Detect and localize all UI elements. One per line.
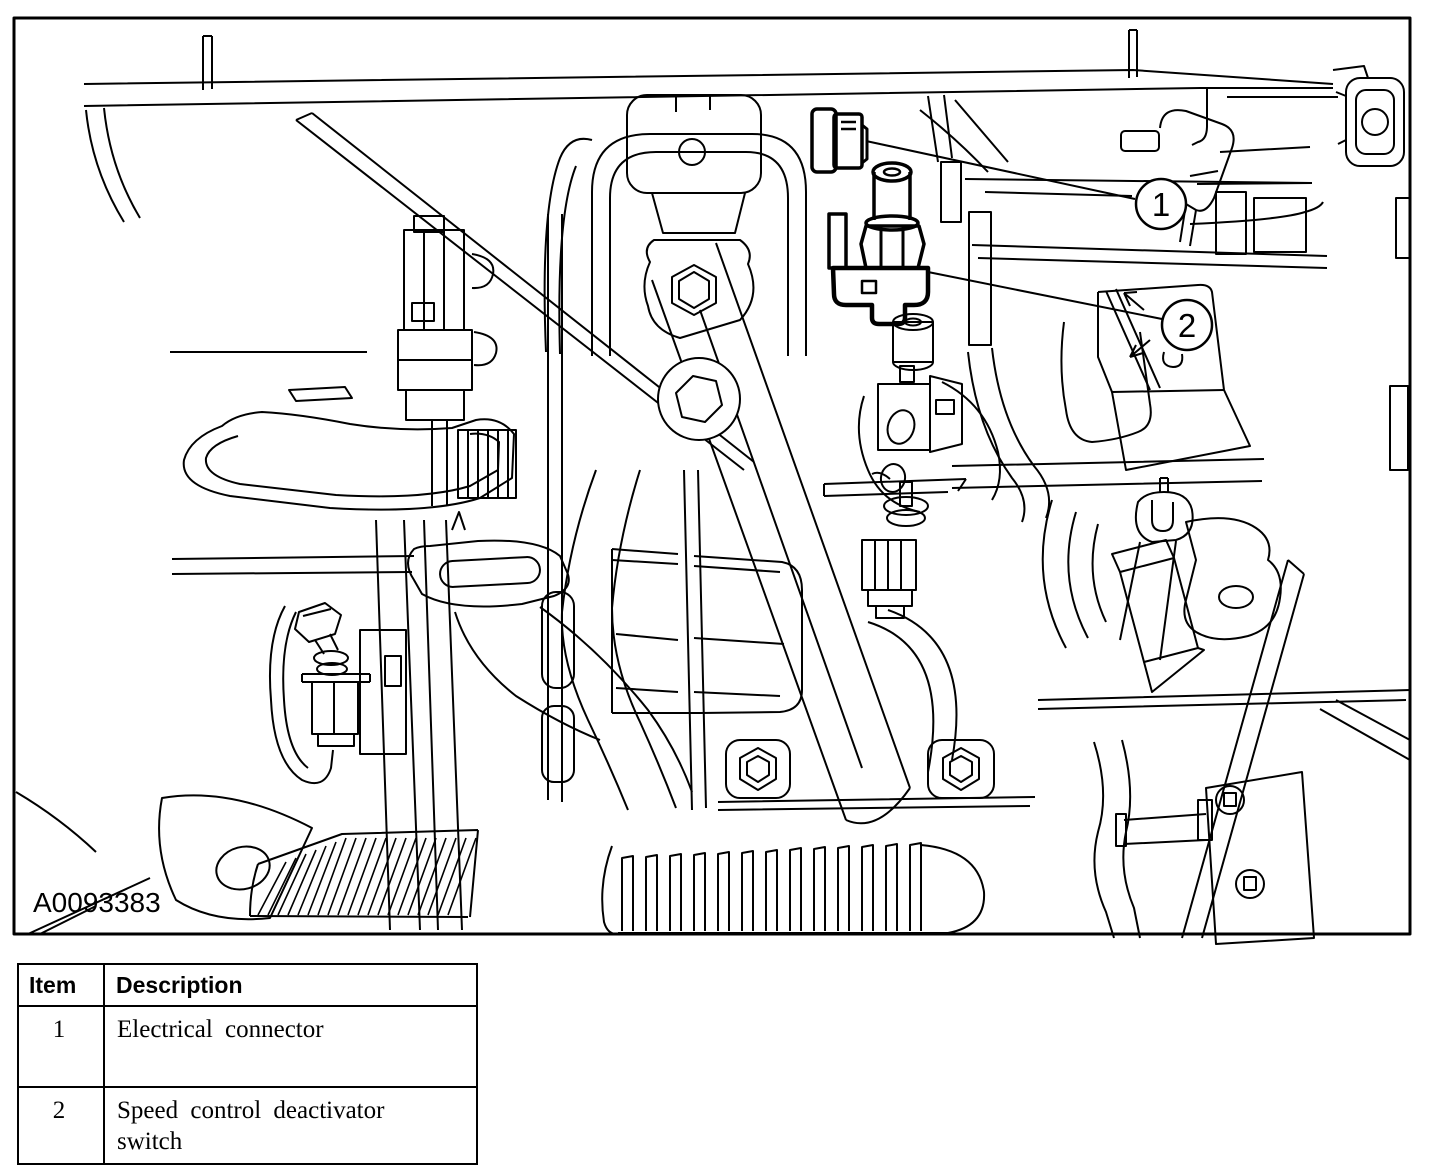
steering-ujoint-assembly: [545, 95, 910, 823]
table-row: [18, 1006, 477, 1087]
parts-table: [17, 963, 478, 1165]
cube-bracket: [1120, 558, 1198, 662]
arrow-up-left: [1124, 292, 1144, 310]
col-header-item: Item: [18, 964, 104, 1006]
deactivator-switch-part: [829, 163, 928, 324]
switch-lower-stack: [824, 95, 1008, 618]
item-cell: 1: [18, 1006, 104, 1087]
cowl-structure: [84, 30, 1410, 268]
item-cell: 2: [18, 1087, 104, 1164]
right-side-hardware: [1038, 386, 1410, 944]
callout-1-number: 1: [1151, 186, 1171, 223]
figure-id-label: A0093383: [33, 887, 161, 918]
callout-2: [928, 272, 1212, 350]
callout-1-leader: [866, 141, 1135, 199]
electrical-connector-part: [812, 109, 867, 172]
callout-1: [866, 141, 1186, 229]
table-row: [18, 1087, 477, 1164]
valve-and-bolt: [270, 603, 406, 783]
description-cell: Speed control deactivator switch: [104, 1087, 477, 1164]
accordion-boot: [602, 843, 984, 934]
coil-spring-hatch: [258, 838, 476, 915]
table-header-row: [18, 964, 477, 1006]
pedal-arm-strips: [376, 470, 676, 930]
description-cell: Electrical connector: [104, 1006, 477, 1087]
col-header-description: Description: [104, 964, 477, 1006]
callout-2-number: 2: [1177, 307, 1197, 344]
left-brace-and-harness: [86, 108, 754, 802]
